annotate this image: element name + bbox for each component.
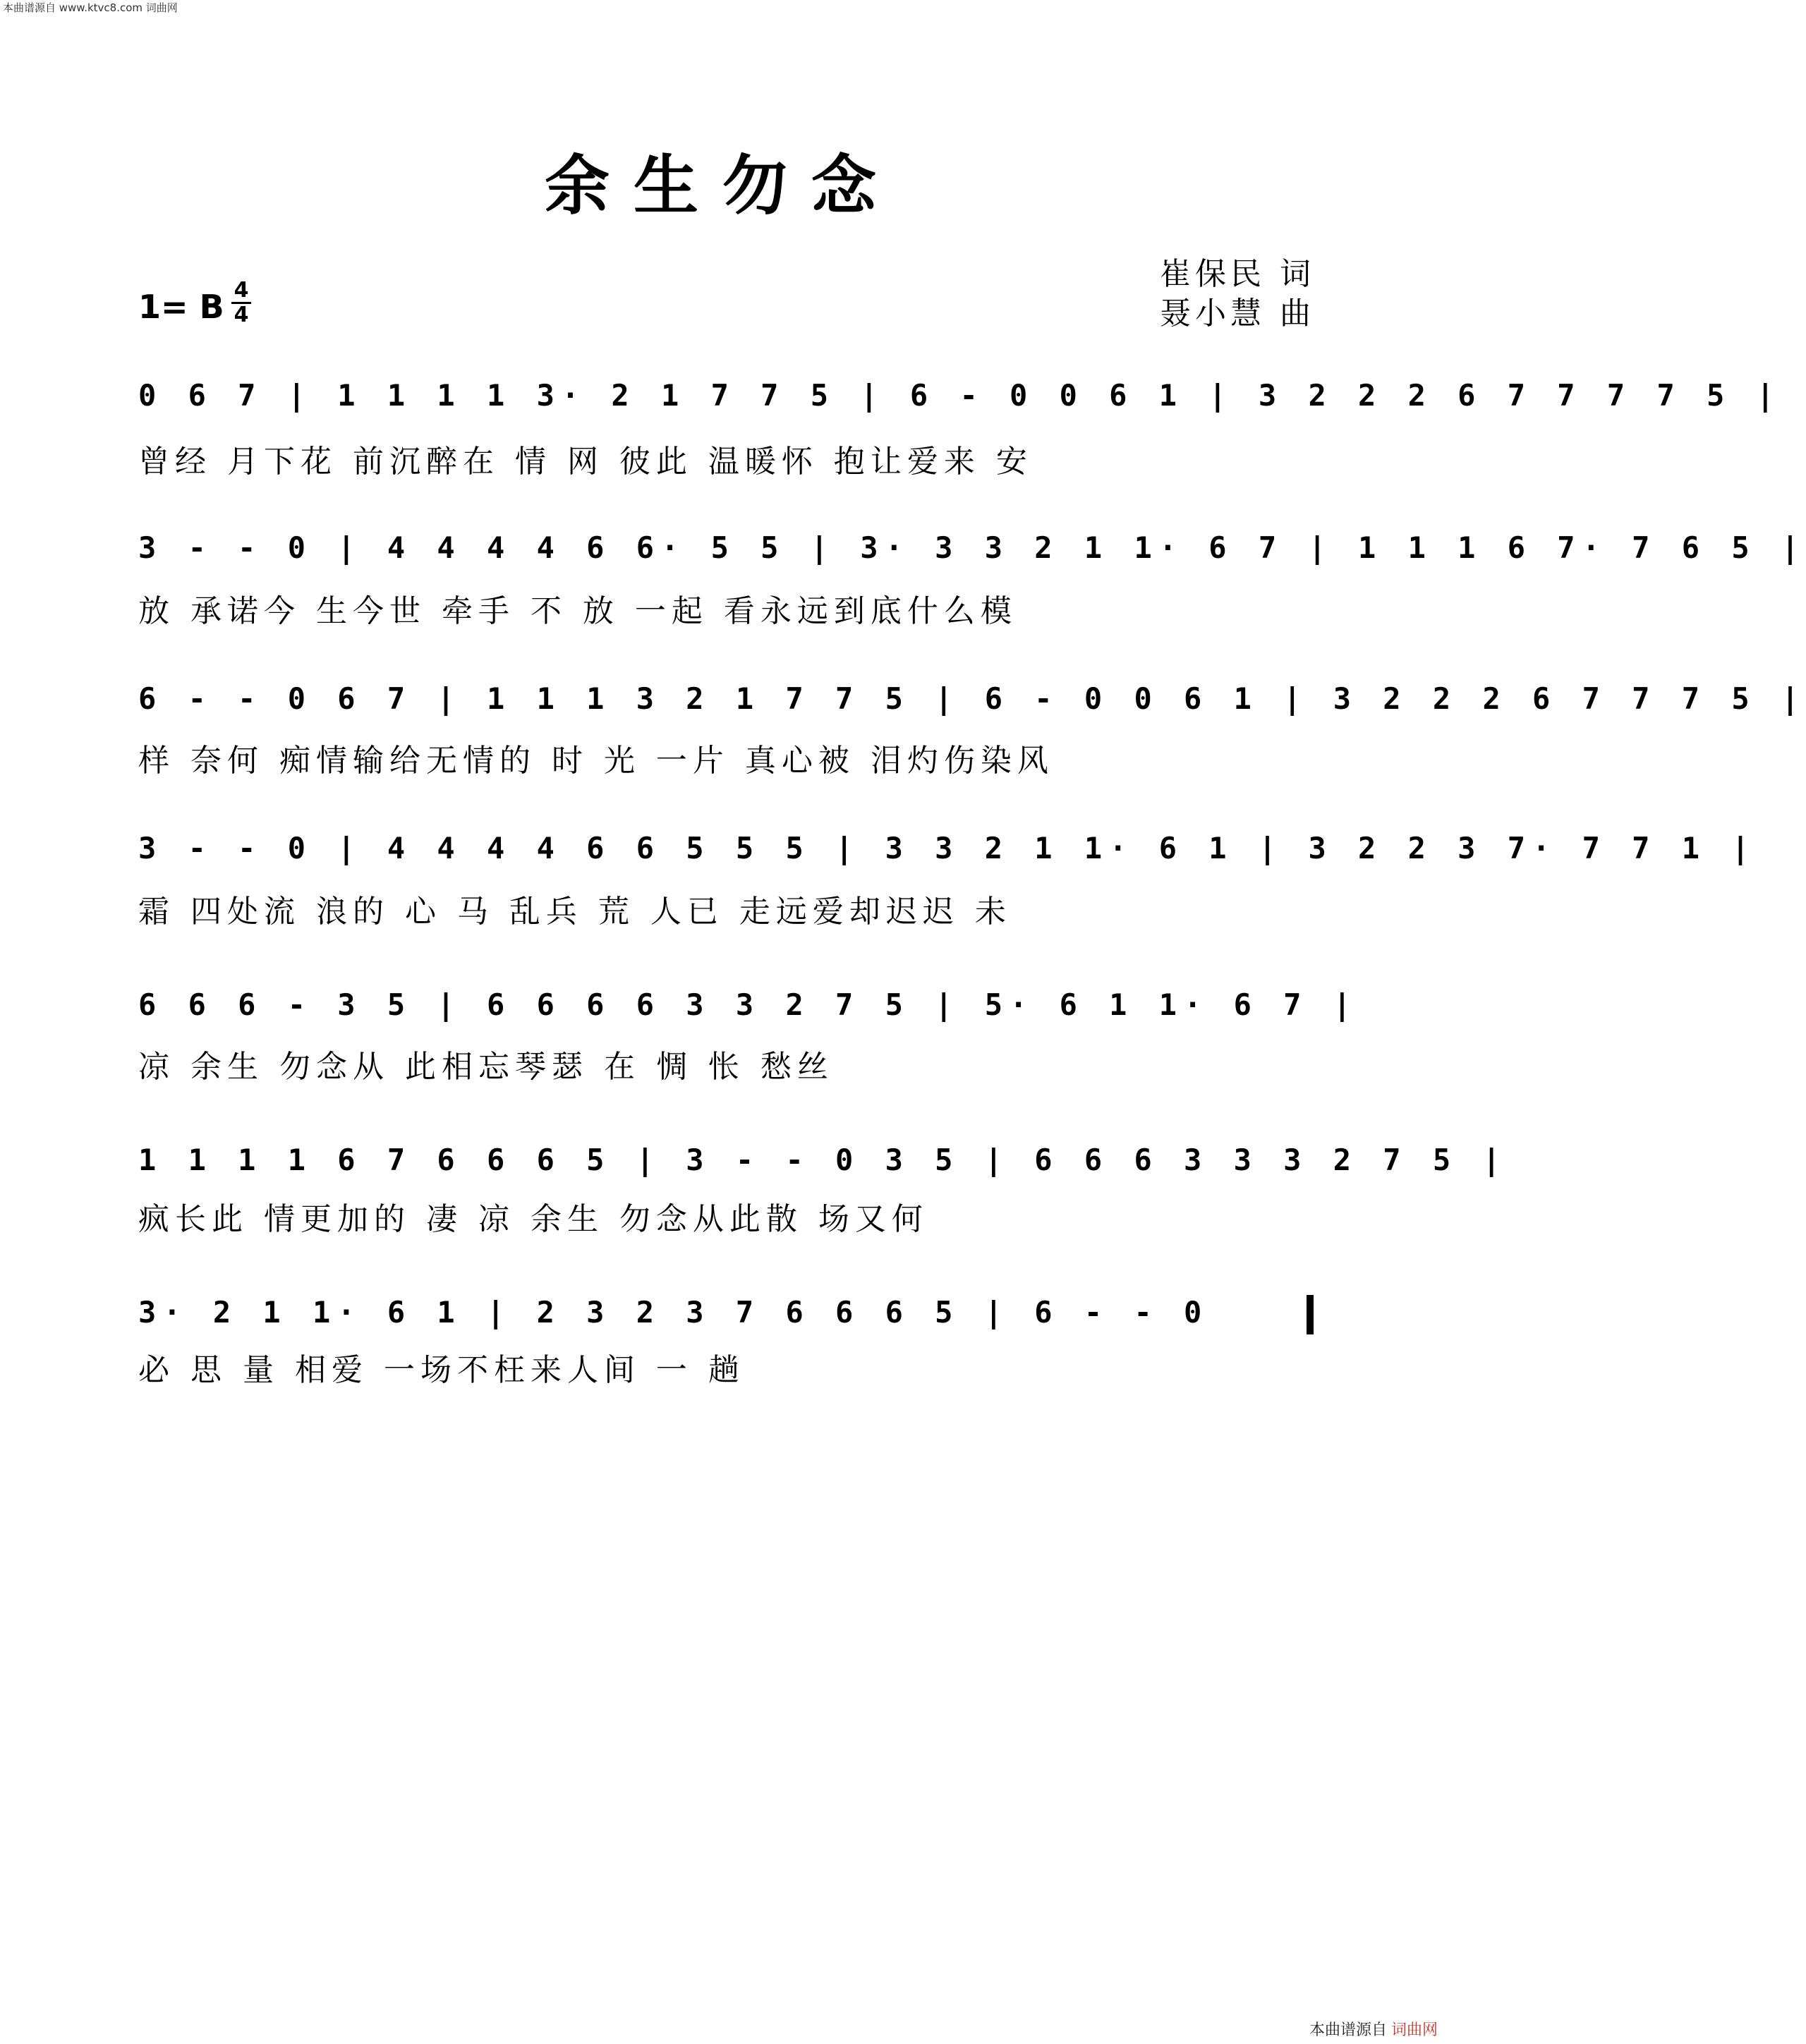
- top-watermark: 本曲谱源自 www.ktvc8.com 词曲网: [3, 1, 178, 14]
- lyric-line-5: 凉 余生 勿念从 此相忘琴瑟 在 惆 怅 愁丝: [138, 1049, 834, 1085]
- time-signature-bottom: 4: [234, 303, 249, 327]
- notation-line-3: 6 - - 0 6 7 | 1 1 1 3 2 1 7 7 5 | 6 - 0 0 6 1 | 3 2 2 2 6 7 7 7 5 |: [138, 681, 1806, 716]
- bottom-watermark-text: 本曲谱源自: [1309, 2021, 1387, 2039]
- lyric-line-4: 霜 四处流 浪的 心 马 乱兵 荒 人已 走远爱却迟迟 未: [138, 894, 1012, 930]
- notation-line-4: 3 - - 0 | 4 4 4 4 6 6 5 5 5 | 3 3 2 1 1· 6 1 | 3 2 2 3 7· 7 7 1 |: [138, 831, 1757, 865]
- lyric-line-2: 放 承诺今 生今世 牵手 不 放 一起 看永远到底什么模: [138, 593, 1017, 629]
- composer-credit: 聂小慧 曲: [1160, 296, 1315, 331]
- time-signature-top: 4: [234, 278, 249, 303]
- lyric-line-3: 样 奈何 痴情输给无情的 时 光 一片 真心被 泪灼伤染风: [138, 743, 1054, 779]
- notation-line-2: 3 - - 0 | 4 4 4 4 6 6· 5 5 | 3· 3 3 2 1 1· 6 7 | 1 1 1 6 7· 7 6 5 |: [138, 530, 1806, 565]
- bottom-watermark-brand: 词曲网: [1390, 2021, 1438, 2039]
- song-title: 余生勿念: [544, 147, 900, 224]
- notation-line-7: 3· 2 1 1· 6 1 | 2 3 2 3 7 6 6 6 5 | 6 - - 0: [138, 1295, 1209, 1330]
- lyric-line-7: 必 思 量 相爱 一场不枉来人间 一 趟: [138, 1352, 745, 1388]
- bottom-watermark: [1309, 2018, 1438, 2040]
- key-signature: 1= B: [138, 288, 224, 326]
- lyric-line-1: 曾经 月下花 前沉醉在 情 网 彼此 温暖怀 抱让爱来 安: [138, 444, 1033, 480]
- notation-line-6: 1 1 1 1 6 7 6 6 6 5 | 3 - - 0 3 5 | 6 6 6 3 3 3 2 7 5 |: [138, 1143, 1508, 1177]
- lyric-line-6: 疯长此 情更加的 凄 凉 余生 勿念从此散 场又何: [138, 1201, 928, 1237]
- final-barline: [1307, 1295, 1314, 1334]
- lyricist-credit: 崔保民 词: [1160, 256, 1315, 292]
- time-signature: [231, 279, 251, 327]
- notation-line-5: 6 6 6 - 3 5 | 6 6 6 6 3 3 2 7 5 | 5· 6 1 1· 6 7 |: [138, 987, 1359, 1022]
- notation-line-1: 0 6 7 | 1 1 1 1 3· 2 1 7 7 5 | 6 - 0 0 6 1 | 3 2 2 2 6 7 7 7 7 5 |: [138, 378, 1781, 413]
